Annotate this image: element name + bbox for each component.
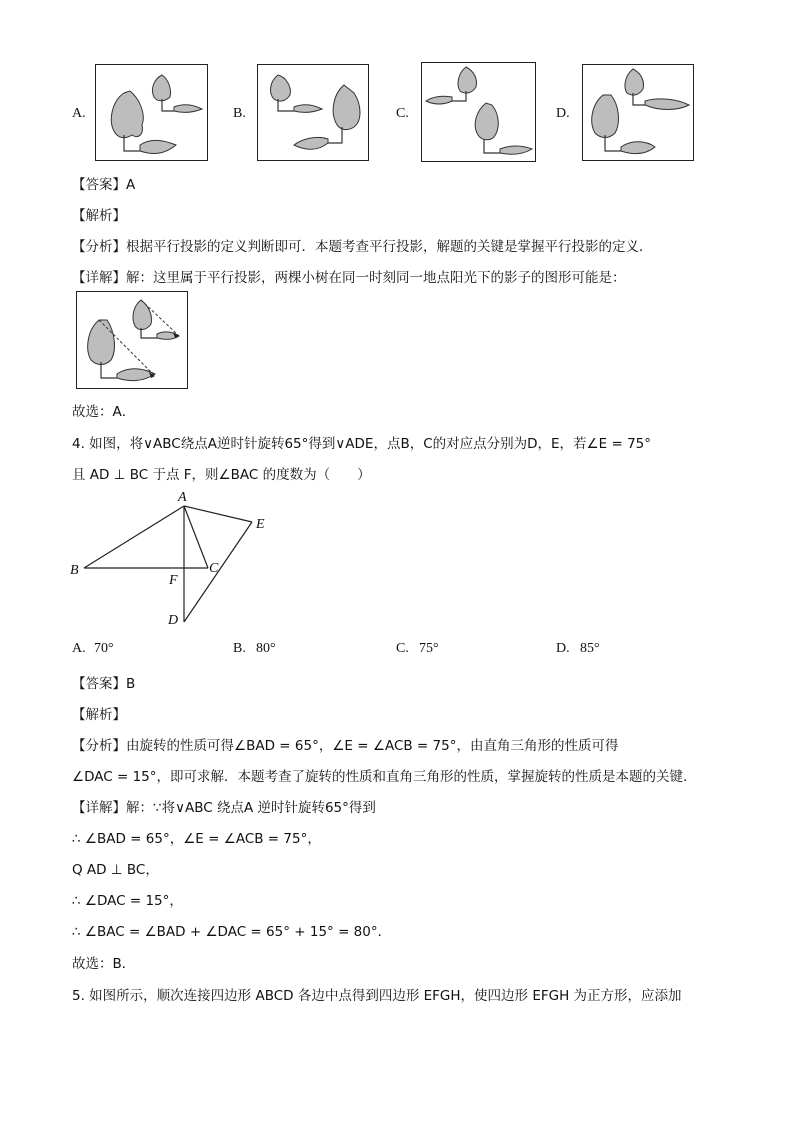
q3-answer: 【答案】A: [72, 177, 136, 193]
q3-detail: 【详解】解：这里属于平行投影，两棵小树在同一时刻同一地点阳光下的影子的图形可能是：: [72, 270, 626, 286]
point-e-label: E: [256, 517, 265, 532]
q4-step1: ∴ ∠BAD = 65°，∠E = ∠ACB = 75°，: [72, 831, 321, 847]
q4-step3: ∴ ∠DAC = 15°，: [72, 893, 183, 909]
option-b-label: B.: [233, 106, 246, 121]
q4-option-d-label: D.: [556, 641, 570, 656]
point-f-label: F: [169, 573, 178, 588]
q4-analysis-line2: ∠DAC = 15°，即可求解．本题考查了旋转的性质和直角三角形的性质，掌握旋转的性质是本题的关键．: [72, 769, 697, 785]
option-a-label: A.: [72, 106, 86, 121]
option-c-label: C.: [396, 106, 409, 121]
q4-stem-line1: 4. 如图，将∨ABC绕点A逆时针旋转65°得到∨ADE，点B，C的对应点分别为D，E，若∠E = 75°: [72, 436, 652, 452]
q3-jiexi: 【解析】: [72, 208, 126, 224]
q4-option-b-label: B.: [233, 641, 246, 656]
point-c-label: C: [209, 561, 219, 576]
tree-shadow-figure-a: [96, 65, 207, 160]
q4-option-c-text: 75°: [419, 641, 439, 656]
q4-stem-line2: 且 AD ⊥ BC 于点 F，则∠BAC 的度数为（ ）: [72, 467, 371, 483]
q4-option-a-label: A.: [72, 641, 86, 656]
q4-answer: 【答案】B: [72, 676, 136, 692]
q4-option-c-label: C.: [396, 641, 409, 656]
option-d-figure: [582, 64, 694, 161]
q4-choose: 故选：B．: [72, 956, 136, 972]
option-b-figure: [257, 64, 369, 161]
segment-ae: [184, 506, 252, 522]
tree-shadow-figure-b: [258, 65, 368, 160]
q5-stem-line1: 5. 如图所示，顺次连接四边形 ABCD 各边中点得到四边形 EFGH，使四边形 EFGH 为正方形，应添加: [72, 988, 682, 1004]
q3-analysis: 【分析】根据平行投影的定义判断即可．本题考查平行投影，解题的关键是掌握平行投影的定义．: [72, 239, 653, 255]
option-c-figure: [421, 62, 536, 162]
q4-step2: Q AD ⊥ BC，: [72, 862, 159, 878]
point-a-label: A: [178, 490, 187, 505]
segment-ac: [184, 506, 208, 568]
segment-ab: [84, 506, 184, 568]
tree-shadow-figure-c: [422, 63, 535, 161]
point-b-label: B: [70, 563, 79, 578]
q4-triangle-figure: [66, 486, 296, 636]
q4-option-a-text: 70°: [94, 641, 114, 656]
q4-analysis-line1: 【分析】由旋转的性质可得∠BAD = 65°，∠E = ∠ACB = 75°，由直角三角形的性质可得: [72, 738, 619, 754]
q4-step4: ∴ ∠BAC = ∠BAD + ∠DAC = 65° + 15° = 80°．: [72, 924, 392, 940]
option-a-figure: [95, 64, 208, 161]
q4-detail-line1: 【详解】解：∵将∨ABC 绕点A 逆时针旋转65°得到: [72, 800, 376, 816]
q4-option-b-text: 80°: [256, 641, 276, 656]
q4-jiexi: 【解析】: [72, 707, 126, 723]
option-d-label: D.: [556, 106, 570, 121]
q3-choose: 故选：A．: [72, 404, 136, 420]
point-d-label: D: [168, 613, 179, 628]
tree-shadow-solution-figure: [77, 292, 187, 388]
tree-shadow-figure-d: [583, 65, 693, 160]
q3-solution-figure: [76, 291, 188, 389]
q4-option-d-text: 85°: [580, 641, 600, 656]
